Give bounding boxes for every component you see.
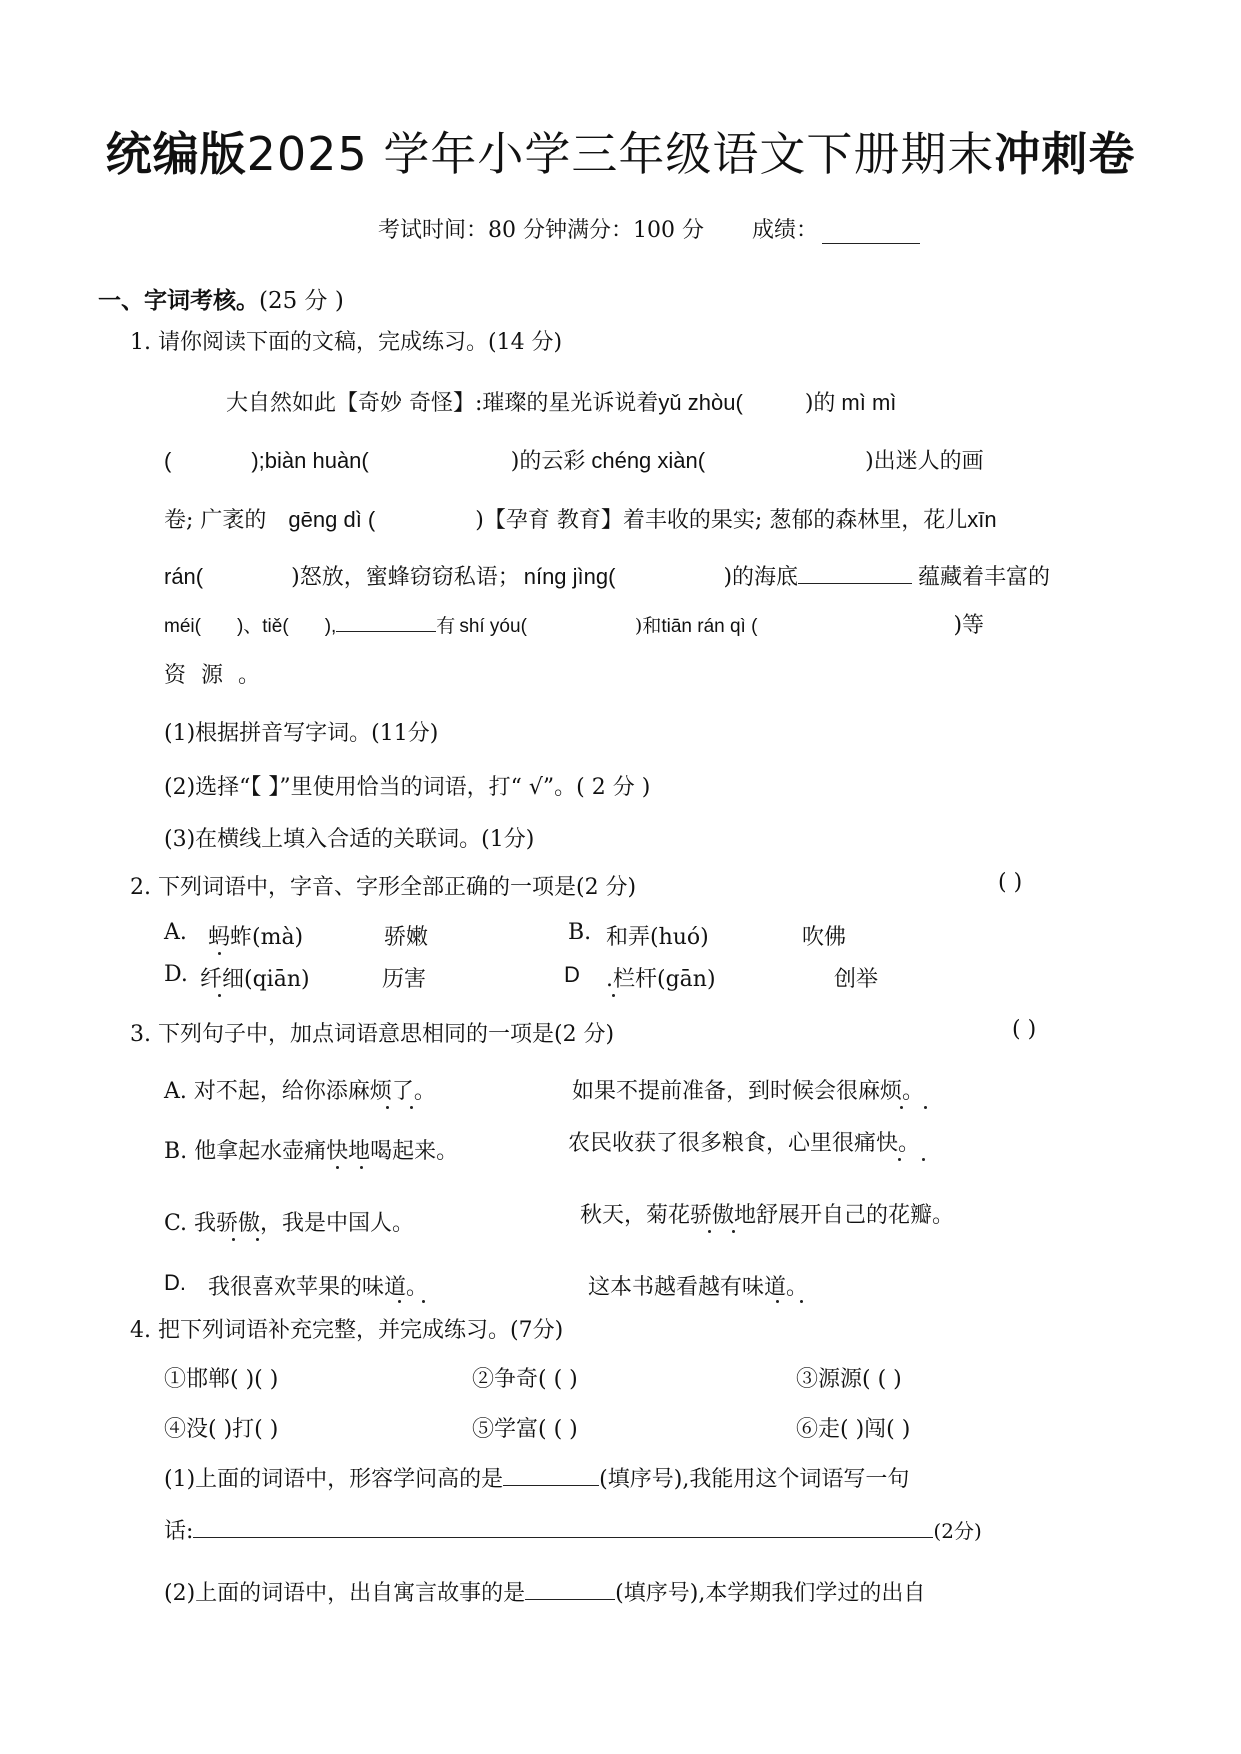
q2-option-d2-word2: 创举 xyxy=(834,967,879,992)
pinyin-chengxian: chéng xiàn( xyxy=(591,448,706,473)
passage-text: )【孕育 教育】着丰收的果实; 葱郁的森林里，花儿 xyxy=(475,508,968,533)
pinyin-yuzhou: yǔ zhòu( xyxy=(658,390,743,415)
question-text: 话: xyxy=(164,1519,194,1544)
q1-sub2: (2)选择“【 】”里使用恰当的词语，打“ √”。( 2 分 ) xyxy=(164,775,651,800)
q3-option-b-left: B. 他拿起水壶痛快地喝起来。 xyxy=(164,1139,459,1164)
q3-option-d-left: 我很喜欢苹果的味道。 xyxy=(208,1275,429,1300)
question-text: (填序号),本学期我们学过的出自 xyxy=(615,1581,926,1606)
pinyin-shiyou: shí yóu( xyxy=(459,616,527,637)
q2-option-d1-label: D. xyxy=(164,962,188,987)
q2-option-a-label: A. xyxy=(164,920,187,945)
passage-text: 大自然如此【奇妙 奇怪】:璀璨的星光诉说着 xyxy=(226,391,659,416)
q2-option-d2-label: D xyxy=(564,962,580,987)
q2-option-b-label: B. xyxy=(568,920,592,945)
q4-word-5: ⑤学富( ( ) xyxy=(472,1417,578,1442)
q4-word-3: ③源源( ( ) xyxy=(796,1367,902,1392)
q2-option-a-word1: 蚂蚱(mà) xyxy=(208,925,304,950)
q3-option-a-left: A. 对不起，给你添麻烦了。 xyxy=(164,1079,436,1104)
pinyin-gengdi: gēng dì ( xyxy=(288,507,376,532)
pinyin-ningjing: níng jìng( xyxy=(523,564,616,589)
emphasis-dot xyxy=(410,1106,413,1109)
emphasis-dot xyxy=(776,1300,779,1303)
emphasis-dot xyxy=(708,1230,711,1233)
q2-prompt: 2. 下列词语中，字音、字形全部正确的一项是(2 分) xyxy=(130,875,637,900)
q2-option-d1-word1: 纤细(qiān) xyxy=(200,967,310,992)
paren: ( xyxy=(164,448,172,473)
title-bold-left: 统编版 xyxy=(105,127,247,181)
emphasis-dot xyxy=(232,1238,235,1241)
emphasis-dot xyxy=(256,1238,259,1241)
blank-line[interactable] xyxy=(798,565,912,584)
exam-info xyxy=(378,213,920,244)
passage-text: )和 xyxy=(634,615,662,637)
question-text: (1)上面的词语中，形容学问高的是 xyxy=(164,1467,504,1492)
title-middle: 2025 学年小学三年级语文下册期末 xyxy=(246,127,995,181)
emphasis-dot xyxy=(900,1106,903,1109)
q3-option-c-right: 秋天，菊花骄傲地舒展开自己的花瓣。 xyxy=(580,1203,955,1228)
q1-passage-line1 xyxy=(226,386,896,417)
passage-text: )怒放，蜜蜂窃窃私语； xyxy=(291,565,520,590)
blank-line[interactable] xyxy=(336,615,436,632)
q1-passage-line6: 资 源 。 xyxy=(164,663,264,688)
q4-word-1: ①邯郸( )( ) xyxy=(164,1367,279,1392)
q4-prompt: 4. 把下列词语补充完整，并完成练习。(7分) xyxy=(130,1318,564,1343)
q4-word-6: ⑥走( )闯( ) xyxy=(796,1417,911,1442)
emphasis-dot xyxy=(800,1300,803,1303)
q3-option-a-right: 如果不提前准备，到时候会很麻烦。 xyxy=(572,1079,925,1104)
q1-passage-line5 xyxy=(164,608,984,639)
q3-prompt: 3. 下列句子中，加点词语意思相同的一项是(2 分) xyxy=(130,1022,615,1047)
emphasis-dot xyxy=(218,994,221,997)
q1-passage-line4 xyxy=(164,560,1050,591)
q2-option-d2-word1: .栏杆(gān) xyxy=(606,967,716,992)
passage-text: 蕴藏着丰富的 xyxy=(918,565,1051,590)
exam-time-label: 考试时间：80 分钟满分：100 分 xyxy=(378,218,704,243)
passage-text: )的云彩 xyxy=(510,449,586,474)
emphasis-dot xyxy=(218,952,221,955)
paren: ), xyxy=(324,616,337,637)
q3-option-c-left: C. 我骄傲，我是中国人。 xyxy=(164,1211,415,1236)
passage-text: )的海底 xyxy=(723,565,799,590)
passage-text: 卷; 广袤的 xyxy=(164,508,267,533)
section-points: (25 分 ) xyxy=(259,288,344,314)
pinyin-bianhuan: );biàn huàn( xyxy=(251,448,369,473)
pinyin-xin: xīn xyxy=(967,507,997,532)
q4-word-4: ④没( )打( ) xyxy=(164,1417,279,1442)
q2-option-d1-word2: 历害 xyxy=(382,967,427,992)
q1-prompt: 1. 请你阅读下面的文稿，完成练习。(14 分) xyxy=(130,330,563,355)
q2-option-a-word2: 骄嫩 xyxy=(384,925,429,950)
emphasis-dot xyxy=(612,994,615,997)
q2-option-b-word1: 和弄(huó) xyxy=(606,925,709,950)
q1-passage-line3 xyxy=(164,503,997,534)
q4-word-2: ②争奇( ( ) xyxy=(472,1367,578,1392)
question-text: (2)上面的词语中，出自寓言故事的是 xyxy=(164,1581,526,1606)
answer-blank[interactable] xyxy=(525,1581,615,1600)
pinyin-tianranqi: tiān rán qì ( xyxy=(661,616,758,637)
q4-sub1-line2 xyxy=(164,1514,982,1545)
emphasis-dot xyxy=(386,1106,389,1109)
passage-text: )等 xyxy=(953,613,985,638)
pinyin-tie: )、tiě( xyxy=(236,616,289,637)
page-title xyxy=(0,118,1241,184)
emphasis-dot xyxy=(924,1106,927,1109)
passage-text: )的 xyxy=(804,391,836,416)
q3-answer-paren[interactable]: ( ) xyxy=(1012,1017,1037,1042)
pinyin-ran: rán( xyxy=(164,564,204,589)
pinyin-mei: méi( xyxy=(164,616,201,637)
section-heading xyxy=(98,282,344,315)
title-bold-right: 冲刺卷 xyxy=(994,127,1136,181)
answer-blank[interactable] xyxy=(503,1467,599,1486)
q4-sub1-line1 xyxy=(164,1462,909,1493)
q2-option-b-word2: 吹佛 xyxy=(802,925,847,950)
score-label: 成绩： xyxy=(751,218,818,243)
emphasis-dot xyxy=(336,1166,339,1169)
q2-answer-paren[interactable]: ( ) xyxy=(998,870,1023,895)
q4-sub2-line1 xyxy=(164,1576,925,1607)
section-title: 一、字词考核。 xyxy=(98,288,259,314)
points: (2分) xyxy=(933,1519,982,1543)
emphasis-dot xyxy=(922,1158,925,1161)
q1-sub1: (1)根据拼音写字词。(11分) xyxy=(164,721,439,746)
q3-option-d-right: 这本书越看越有味道。 xyxy=(588,1275,809,1300)
passage-text: 有 xyxy=(436,615,456,637)
emphasis-dot xyxy=(732,1230,735,1233)
pinyin-mimi: mì mì xyxy=(841,390,897,415)
emphasis-dot xyxy=(398,1300,401,1303)
answer-blank[interactable] xyxy=(193,1519,933,1538)
emphasis-dot xyxy=(422,1300,425,1303)
q1-passage-line2 xyxy=(164,444,984,475)
q3-option-d-label: D. xyxy=(164,1270,186,1295)
q3-option-b-right: 农民收获了很多粮食，心里很痛快。 xyxy=(568,1131,921,1156)
question-text: (填序号),我能用这个词语写一句 xyxy=(599,1467,910,1492)
passage-text: )出迷人的画 xyxy=(865,449,984,474)
emphasis-dot xyxy=(898,1158,901,1161)
score-blank[interactable] xyxy=(822,223,920,244)
q1-sub3: (3)在横线上填入合适的关联词。(1分) xyxy=(164,827,535,852)
emphasis-dot xyxy=(360,1166,363,1169)
